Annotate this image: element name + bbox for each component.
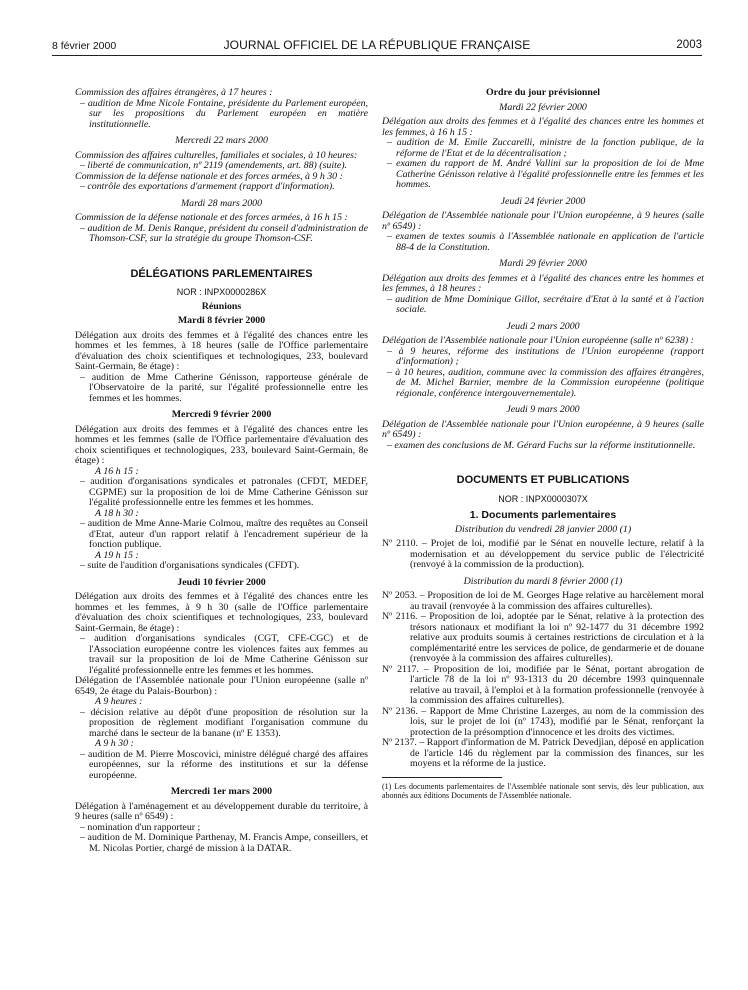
distribution-heading: Distribution du vendredi 28 janvier 2000 (1) bbox=[454, 523, 632, 535]
agenda-item: – examen du rapport de M. André Vallini sur la proposition de loi de Mme Catherine Génisson relative à l'égalité professionnelle entre les femmes et les hommes. bbox=[387, 158, 704, 190]
meeting-line: Délégation aux droits des femmes et à l'égalité des chances entre les hommes et les femmes, à 18 heures : bbox=[382, 272, 704, 294]
agenda-item: – décision relative au dépôt d'une proposition de résolution sur la proposition de règlement modifiant l'organisation commune du marché dans le secteur de la banane (nº E 1353). bbox=[80, 706, 368, 739]
agenda-item: – à 9 heures, réforme des institutions de l'Union européenne (rapport d'information) ; bbox=[387, 345, 704, 367]
agenda-item: – audition de M. Dominique Parthenay, M. Francis Ampe, conseillers, et M. Nicolas Portier, chargé de mission à la DATAR. bbox=[80, 832, 368, 854]
date-heading: Mercredi 22 mars 2000 bbox=[175, 135, 268, 146]
distribution-heading: Distribution du mardi 8 février 2000 (1) bbox=[463, 575, 623, 587]
document-entry: Nº 2116. – Proposition de loi, adoptée par le Sénat, relative à la protection des trésors nationaux et modifiant la loi nº 92-1477 du 31 décembre 1992 relative aux produits soumis à certaines restrictions de circulation et à la complémentarité entre les services de police, de gendarmerie et de douane (renvoyée à la commission des affaires culturelles). bbox=[382, 611, 704, 664]
agenda-item: – liberté de communication, nº 2119 (amendements, art. 88) (suite). bbox=[80, 160, 347, 171]
document-entry: Nº 2117. – Proposition de loi, modifiée par le Sénat, portant abrogation de l'article 78 de la loi nº 93-1313 du 20 décembre 1993 quinquennale relative au travail, à l'emploi et à la formation professionnelle (renvoyée à la commission des affaires culturelles). bbox=[382, 663, 704, 706]
meeting-line: Délégation aux droits des femmes et à l'égalité des chances entre les hommes et les femmes, à 16 h 15 : bbox=[382, 116, 704, 138]
document-entry: Nº 2110. – Projet de loi, modifié par le Sénat en nouvelle lecture, relatif à la modernisation et au développement du service public de l'électricité (renvoyé à la commission de la production). bbox=[382, 538, 704, 570]
document-entry: Nº 2053. – Proposition de loi de M. Georges Hage relative au harcèlement moral au travail (renvoyée à la commission des affaires culturelles). bbox=[382, 590, 704, 612]
meeting-paragraph: Délégation aux droits des femmes et à l'égalité des chances entre les hommes et les femmes, à 9 h 30 (salle de l'Office parlementaire d'évaluation des choix scientifiques et technologiques, 233, boulevard Saint-Germain, 8e étage) : bbox=[75, 591, 368, 634]
footnote: (1) Les documents parlementaires de l'Assemblée nationale sont servis, dès leur publication, aux abonnés aux éditions Documents de l'Assemblée nationale. bbox=[382, 781, 704, 800]
date-heading: Jeudi 9 mars 2000 bbox=[506, 404, 580, 415]
agenda-item: – à 10 heures, audition, commune avec la commission des affaires étrangères, de M. Michel Barnier, membre de la Commission européenne (politique régionale, conférence intergouvernementale). bbox=[387, 366, 704, 399]
subsection-title: Ordre du jour prévisionnel bbox=[485, 87, 601, 98]
meeting-line: Commission de la défense nationale et des forces armées, à 9 h 30 : bbox=[75, 170, 343, 182]
journal-title: JOURNAL OFFICIEL DE LA RÉPUBLIQUE FRANÇAISE bbox=[223, 38, 531, 52]
section-title: DOCUMENTS ET PUBLICATIONS bbox=[456, 474, 630, 486]
time-line: A 16 h 15 : bbox=[95, 465, 139, 477]
date-heading: Jeudi 24 février 2000 bbox=[500, 195, 586, 207]
page-number: 2003 bbox=[676, 39, 702, 51]
agenda-item: – audition d'organisations syndicales (CGT, CFE-CGC) et de l'Association européenne contre les violences faites aux femmes au travail sur la proposition de loi de Mme Catherine Génisson sur l'égalité professionnelle entre les femmes et les hommes. bbox=[80, 633, 368, 676]
agenda-item: – audition de M. Pierre Moscovici, ministre délégué chargé des affaires européennes, sur la réforme des institutions et sur la défense européenne. bbox=[80, 748, 368, 781]
meeting-paragraph: Délégation aux droits des femmes et à l'égalité des chances entre les hommes et les femmes (salle de l'Office parlementaire d'évaluation des choix scientifiques et technologiques, 233, boulevard Saint-Germain, 8e étage) : bbox=[75, 423, 368, 466]
agenda-item: – audition de M. Emile Zuccarelli, ministre de la fonction publique, de la réforme de l'Etat et de la décentralisation ; bbox=[387, 137, 704, 159]
header-rule bbox=[52, 55, 702, 56]
page-header bbox=[52, 38, 702, 54]
meeting-paragraph: Délégation de l'Assemblée nationale pour l'Union européenne (salle nº 6549, 2e étage du Palais-Bourbon) : bbox=[75, 675, 368, 697]
agenda-item: – audition de Mme Dominique Gillot, secrétaire d'Etat à la santé et à l'action sociale. bbox=[387, 293, 704, 315]
date-heading: Jeudi 10 février 2000 bbox=[177, 576, 266, 588]
agenda-item: – suite de l'audition d'organisations syndicales (CFDT). bbox=[80, 560, 300, 571]
agenda-item: – audition de M. Denis Ranque, président du conseil d'administration de Thomson-CSF, sur la stratégie du groupe Thomson-CSF. bbox=[80, 222, 368, 244]
document-entry: Nº 2136. – Rapport de Mme Christine Lazerges, au nom de la commission des lois, sur le projet de loi (nº 1743), modifié par le Sénat, renforçant la protection de la présomption d'innocence et les droits des victimes. bbox=[382, 705, 704, 738]
agenda-item: – examen des conclusions de M. Gérard Fuchs sur la réforme institutionnelle. bbox=[387, 439, 696, 451]
meeting-line: Délégation de l'Assemblée nationale pour l'Union européenne, à 9 heures (salle nº 6549) : bbox=[382, 210, 704, 232]
agenda-item: – audition d'organisations syndicales et patronales (CFDT, MEDEF, CGPME) sur la proposition de loi de Mme Catherine Génisson sur l'égalité professionnelle entre les femmes et les hommes. bbox=[80, 476, 368, 508]
agenda-item: – audition de Mme Anne-Marie Colmou, maître des requêtes au Conseil d'Etat, auteur d'un rapport relatif à l'encadrement supérieur de la fonction publique. bbox=[80, 518, 368, 550]
date-heading: Mardi 29 février 2000 bbox=[499, 258, 587, 269]
footnote-rule bbox=[382, 777, 502, 778]
left-column bbox=[75, 88, 368, 854]
section-title: DÉLÉGATIONS PARLEMENTAIRES bbox=[130, 267, 313, 280]
meeting-line: Commission des affaires culturelles, familiales et sociales, à 10 heures: bbox=[75, 149, 358, 161]
date-heading: Mercredi 9 février 2000 bbox=[171, 409, 272, 420]
date-heading: Mardi 22 février 2000 bbox=[499, 101, 587, 113]
nor-reference: NOR : INPX0000307X bbox=[498, 493, 588, 504]
meeting-paragraph: Délégation aux droits des femmes et à l'égalité des chances entre les hommes et les femmes, à 18 heures (salle de l'Office parlementaire d'évaluation des choix scientifiques et technologiques, 233, boulevard Saint-Germain, 8e étage) : bbox=[75, 329, 368, 372]
date-heading: Mardi 28 mars 2000 bbox=[180, 197, 263, 209]
time-line: A 9 h 30 : bbox=[95, 738, 134, 749]
agenda-item: – audition de Mme Catherine Génisson, rapporteuse générale de l'Observatoire de la parité, sur l'égalité professionnelle entre les femmes et les hommes. bbox=[80, 371, 368, 404]
agenda-item: – audition de Mme Nicole Fontaine, présidente du Parlement européen, sur les propositions du Parlement européen en matière institutionnelle. bbox=[80, 97, 368, 130]
meeting-line: Commission des affaires étrangères, à 17 heures : bbox=[75, 87, 273, 98]
date-heading: Mercredi 1er mars 2000 bbox=[170, 786, 273, 797]
time-line: A 9 heures : bbox=[95, 696, 143, 707]
time-line: A 19 h 15 : bbox=[95, 549, 139, 561]
subsection-title: 1. Documents parlementaires bbox=[469, 509, 617, 521]
meeting-line: Délégation de l'Assemblée nationale pour l'Union européenne, à 9 heures (salle nº 6549) : bbox=[382, 418, 704, 440]
meeting-line: Commission de la défense nationale et des forces armées, à 16 h 15 : bbox=[75, 212, 348, 223]
agenda-item: – contrôle des exportations d'armement (rapport d'information). bbox=[80, 181, 335, 192]
nor-reference: NOR : INPX0000286X bbox=[176, 287, 267, 297]
agenda-item: – nomination d'un rapporteur ; bbox=[80, 821, 201, 833]
meeting-line: Délégation de l'Assemblée nationale pour l'Union européenne (salle nº 6238) : bbox=[382, 335, 694, 346]
date-heading: Jeudi 2 mars 2000 bbox=[506, 320, 580, 332]
header-date: 8 février 2000 bbox=[52, 40, 117, 52]
subsection-title: Réunions bbox=[201, 300, 242, 312]
agenda-item: – examen de textes soumis à l'Assemblée nationale en application de l'article 88-4 de la Constitution. bbox=[387, 231, 704, 253]
meeting-paragraph: Délégation à l'aménagement et au développement durable du territoire, à 9 heures (salle nº 6549) : bbox=[75, 800, 368, 822]
right-column bbox=[382, 88, 704, 800]
document-entry: Nº 2137. – Rapport d'information de M. Patrick Devedjian, déposé en application de l'article 146 du règlement par la commission des finances, sur les moyens et la réforme de la justice. bbox=[382, 737, 704, 769]
date-heading: Mardi 8 février 2000 bbox=[177, 315, 266, 326]
time-line: A 18 h 30 : bbox=[95, 507, 139, 519]
